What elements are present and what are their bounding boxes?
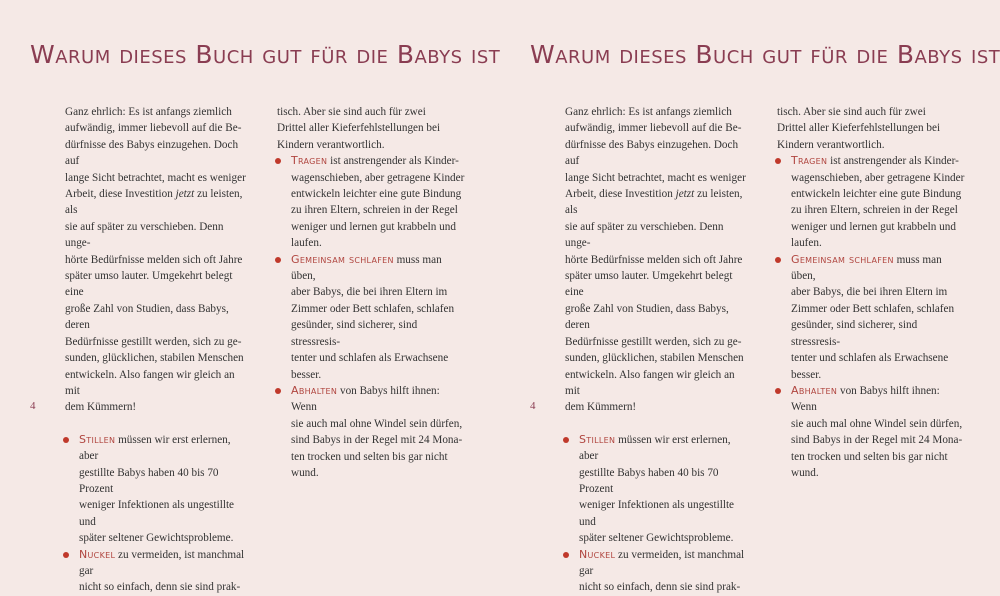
right-column xyxy=(777,104,967,481)
text-line: weniger und lernen gut krabbeln und xyxy=(791,220,956,233)
text-line: wagenschieben, aber getragene Kinder xyxy=(291,171,465,184)
page-number: 4 xyxy=(30,400,36,412)
text-line: weniger Infektionen als ungestillte und xyxy=(579,499,735,528)
text-line: später seltener Gewichtsprobleme. xyxy=(79,532,234,545)
bullet-dot xyxy=(563,552,569,558)
text-line: Drittel aller Kieferfehlstellungen bei xyxy=(777,122,941,135)
text-line: ist anstrengender als Kinder- xyxy=(327,155,459,168)
text-line: zu ihren Eltern, schreien in der Regel xyxy=(291,204,458,217)
bullet-dot xyxy=(775,158,781,164)
bullet-gemeinsam-schlafen xyxy=(277,252,467,383)
bullet-dot xyxy=(275,388,281,394)
text-line: gesünder, sind sicherer, sind stressresis- xyxy=(791,319,918,348)
text-line: später umso lauter. Umgekehrt belegt eine xyxy=(565,270,733,299)
text-line: tisch. Aber sie sind auch für zwei xyxy=(777,106,926,118)
intro-paragraph xyxy=(565,104,751,416)
text-line: besser. xyxy=(291,368,322,381)
text-line: große Zahl von Studien, dass Babys, deren xyxy=(565,302,729,332)
bullet-abhalten xyxy=(777,383,967,481)
text-line: entwickeln leichter eine gute Bindung xyxy=(291,188,462,201)
left-column xyxy=(565,104,751,596)
bullet-dot xyxy=(275,257,281,263)
text-line: hörte Bedürfnisse melden sich oft Jahre xyxy=(65,253,243,266)
text-line: besser. xyxy=(791,368,822,381)
text-line: gestillte Babys haben 40 bis 70 Prozent xyxy=(579,466,719,495)
text-line: sie auch mal ohne Windel sein dürfen, xyxy=(291,417,463,430)
text-line: Ganz ehrlich: Es ist anfangs ziemlich xyxy=(565,106,732,118)
text-line: wund. xyxy=(791,466,819,479)
bullet-stillen xyxy=(65,432,251,547)
bullet-keyword: Gemeinsam schlafen xyxy=(791,252,894,266)
text-line: Arbeit, diese Investition jetzt zu leisten, als xyxy=(65,188,243,217)
bullet-dot xyxy=(563,437,569,443)
bullet-dot xyxy=(275,158,281,164)
text-line: aber Babys, die bei ihren Eltern im xyxy=(791,286,948,299)
text-line: Kindern verantwortlich. xyxy=(277,138,385,151)
bullet-tragen xyxy=(277,153,467,251)
text-line: muss man üben, xyxy=(291,253,442,283)
bullet-keyword: Nuckel xyxy=(579,547,616,561)
text-line: wund. xyxy=(291,466,319,479)
bullet-keyword: Tragen xyxy=(291,154,328,168)
text-line: Ganz ehrlich: Es ist anfangs ziemlich xyxy=(65,106,232,118)
bullet-gemeinsam-schlafen xyxy=(777,252,967,383)
text-line: Bedürfnisse gestillt werden, sich zu ge- xyxy=(565,335,742,348)
text-line: sie auch mal ohne Windel sein dürfen, xyxy=(791,417,963,430)
text-line: von Babys hilft ihnen: Wenn xyxy=(791,384,940,414)
text-line: entwickeln leichter eine gute Bindung xyxy=(791,188,962,201)
text-line: sunden, glücklichen, stabilen Menschen xyxy=(65,352,244,365)
text-line: aber Babys, die bei ihren Eltern im xyxy=(291,286,448,299)
bullet-keyword: Tragen xyxy=(791,154,828,168)
text-line: zu ihren Eltern, schreien in der Regel xyxy=(791,204,958,217)
text-line: Kindern verantwortlich. xyxy=(777,138,885,151)
text-line: später umso lauter. Umgekehrt belegt eine xyxy=(65,270,233,299)
continuation-paragraph xyxy=(777,104,967,153)
text-line: Zimmer oder Bett schlafen, schlafen xyxy=(791,302,955,315)
text-line: Arbeit, diese Investition jetzt zu leisten, als xyxy=(565,188,743,217)
text-line: dem Kümmern! xyxy=(565,401,637,414)
page-number: 4 xyxy=(530,400,536,412)
text-line: laufen. xyxy=(791,237,822,250)
text-line: tisch. Aber sie sind auch für zwei xyxy=(277,106,426,118)
text-line: müssen wir erst erlernen, aber xyxy=(579,433,731,463)
text-line: nicht so einfach, denn sie sind prak- xyxy=(579,581,741,594)
bullet-abhalten xyxy=(277,383,467,481)
text-line: große Zahl von Studien, dass Babys, deren xyxy=(65,302,229,332)
text-line: weniger und lernen gut krabbeln und xyxy=(291,220,456,233)
bullet-dot xyxy=(775,388,781,394)
text-line: hörte Bedürfnisse melden sich oft Jahre xyxy=(565,253,743,266)
bullet-keyword: Abhalten xyxy=(791,383,838,397)
text-line: von Babys hilft ihnen: Wenn xyxy=(291,384,440,414)
text-line: später seltener Gewichtsprobleme. xyxy=(579,532,734,545)
bullet-dot xyxy=(63,552,69,558)
text-line: Bedürfnisse gestillt werden, sich zu ge- xyxy=(65,335,242,348)
bullet-tragen xyxy=(777,153,967,251)
text-line: sunden, glücklichen, stabilen Menschen xyxy=(565,352,744,365)
intro-paragraph xyxy=(65,104,251,416)
left-column xyxy=(65,104,251,596)
text-line: entwickeln. Also fangen wir gleich an mit xyxy=(565,368,735,397)
text-line: Zimmer oder Bett schlafen, schlafen xyxy=(291,302,455,315)
text-line: gesünder, sind sicherer, sind stressresis- xyxy=(291,319,418,348)
right-page xyxy=(500,0,1000,594)
text-line: aufwändig, immer liebevoll auf die Be- xyxy=(565,122,742,135)
page-title: Warum dieses Buch gut für die Babys ist xyxy=(30,40,501,69)
continuation-paragraph xyxy=(277,104,467,153)
text-line: entwickeln. Also fangen wir gleich an mit xyxy=(65,368,235,397)
right-column xyxy=(277,104,467,481)
text-line: lange Sicht betrachtet, macht es weniger xyxy=(565,171,746,184)
bullet-nuckel xyxy=(65,547,251,596)
text-line: dem Kümmern! xyxy=(65,401,137,414)
text-line: aufwändig, immer liebevoll auf die Be- xyxy=(65,122,242,135)
bullet-keyword: Stillen xyxy=(579,432,616,446)
text-line: laufen. xyxy=(291,237,322,250)
text-line: zu vermeiden, ist manchmal gar xyxy=(79,548,245,577)
text-line: tenter und schlafen als Erwachsene xyxy=(791,352,949,365)
text-line: lange Sicht betrachtet, macht es weniger xyxy=(65,171,246,184)
bullet-keyword: Abhalten xyxy=(291,383,338,397)
text-line: dürfnisse des Babys einzugehen. Doch auf xyxy=(65,138,239,168)
bullet-dot xyxy=(63,437,69,443)
text-line: ist anstrengender als Kinder- xyxy=(827,155,959,168)
text-line: ten trocken und selten bis gar nicht xyxy=(791,450,948,463)
text-line: zu vermeiden, ist manchmal gar xyxy=(579,548,745,577)
text-line: gestillte Babys haben 40 bis 70 Prozent xyxy=(79,466,219,495)
text-line: Drittel aller Kieferfehlstellungen bei xyxy=(277,122,441,135)
text-line: tenter und schlafen als Erwachsene xyxy=(291,352,449,365)
bullet-keyword: Stillen xyxy=(79,432,116,446)
text-line: wagenschieben, aber getragene Kinder xyxy=(791,171,965,184)
text-line: sind Babys in der Regel mit 24 Mona- xyxy=(791,434,963,447)
text-line: weniger Infektionen als ungestillte und xyxy=(79,499,235,528)
page-title: Warum dieses Buch gut für die Babys ist xyxy=(530,40,1000,69)
bullet-dot xyxy=(775,257,781,263)
text-line: ten trocken und selten bis gar nicht xyxy=(291,450,448,463)
text-line: muss man üben, xyxy=(791,253,942,283)
bullet-stillen xyxy=(565,432,751,547)
text-line: dürfnisse des Babys einzugehen. Doch auf xyxy=(565,138,739,168)
text-line: nicht so einfach, denn sie sind prak- xyxy=(79,581,241,594)
text-line: sie auf später zu verschieben. Denn unge- xyxy=(565,220,724,250)
left-page xyxy=(0,0,501,594)
text-line: müssen wir erst erlernen, aber xyxy=(79,433,231,463)
bullet-keyword: Gemeinsam schlafen xyxy=(291,252,394,266)
bullet-keyword: Nuckel xyxy=(79,547,116,561)
bullet-nuckel xyxy=(565,547,751,596)
text-line: sind Babys in der Regel mit 24 Mona- xyxy=(291,434,463,447)
text-line: sie auf später zu verschieben. Denn unge- xyxy=(65,220,224,250)
